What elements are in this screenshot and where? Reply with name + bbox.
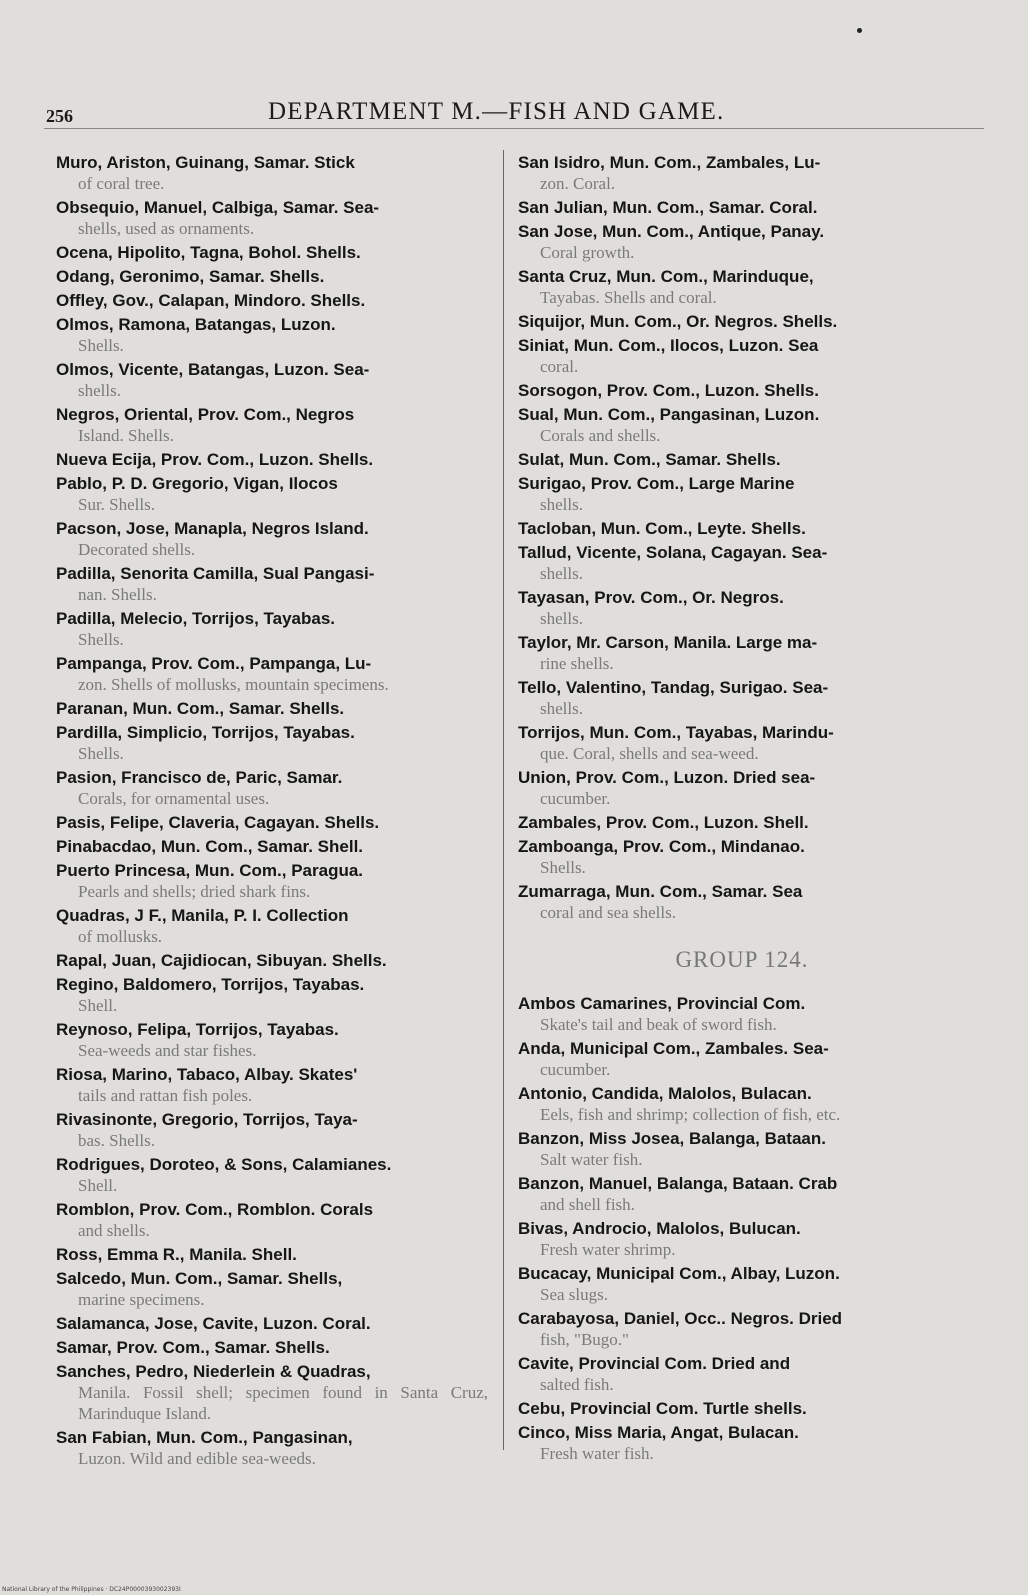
- entry-name: Salcedo, Mun. Com., Samar. Shells,: [56, 1269, 343, 1288]
- entry-description: Corals and shells.: [540, 426, 661, 445]
- scan-footer: National Library of the Philippines · DC24P0000393002393I: [2, 1586, 181, 1593]
- list-entry: [56, 1019, 488, 1061]
- entry-name: Bivas, Androcio, Malolos, Bulucan.: [518, 1219, 801, 1238]
- entry-description: Decorated shells.: [78, 540, 196, 559]
- entry-description: Shells.: [78, 336, 124, 355]
- column-divider: [503, 150, 504, 1450]
- page-title: DEPARTMENT M.—FISH AND GAME.: [268, 98, 725, 125]
- entry-description: cucumber.: [540, 789, 611, 808]
- list-entry: [56, 449, 488, 470]
- entry-name: Surigao, Prov. Com., Large Marine: [518, 474, 795, 493]
- entry-description: fish, "Bugo.": [540, 1330, 629, 1349]
- list-entry: [56, 1337, 488, 1358]
- list-entry: [56, 767, 488, 809]
- list-entry: [518, 1308, 966, 1350]
- entry-description: Manila. Fossil shell; specimen found in Santa Cruz, Marinduque Island.: [78, 1383, 488, 1423]
- list-entry: [56, 1109, 488, 1151]
- entry-name: Sorsogon, Prov. Com., Luzon. Shells.: [518, 381, 819, 400]
- list-entry: [518, 587, 966, 629]
- list-entry: [518, 404, 966, 446]
- entry-description: Fresh water fish.: [540, 1444, 654, 1463]
- page-header: [46, 96, 976, 130]
- entry-description: Shells.: [78, 744, 124, 763]
- list-entry: [56, 812, 488, 833]
- entry-description: rine shells.: [540, 654, 614, 673]
- ink-spot: [857, 28, 862, 33]
- list-entry: [56, 152, 488, 194]
- list-entry: [518, 1263, 966, 1305]
- entry-description: Shells.: [540, 858, 586, 877]
- entry-description: Fresh water shrimp.: [540, 1240, 676, 1259]
- list-entry: [56, 563, 488, 605]
- list-entry: [56, 1244, 488, 1265]
- entry-description: nan. Shells.: [78, 585, 157, 604]
- entry-name: Romblon, Prov. Com., Romblon. Corals: [56, 1200, 374, 1219]
- entry-name: Nueva Ecija, Prov. Com., Luzon. Shells.: [56, 450, 374, 469]
- entry-name: Pinabacdao, Mun. Com., Samar. Shell.: [56, 837, 364, 856]
- entry-description: cucumber.: [540, 1060, 611, 1079]
- list-entry: [518, 335, 966, 377]
- list-entry: [518, 1398, 966, 1419]
- page-number: 256: [46, 106, 73, 126]
- left-column: [56, 152, 488, 1472]
- entry-name: Zambales, Prov. Com., Luzon. Shell.: [518, 813, 809, 832]
- entry-name: Torrijos, Mun. Com., Tayabas, Marindu-: [518, 723, 834, 742]
- list-entry: [518, 221, 966, 263]
- entry-name: San Julian, Mun. Com., Samar. Coral.: [518, 198, 818, 217]
- list-entry: [56, 1361, 488, 1424]
- list-entry: [56, 473, 488, 515]
- list-entry: [518, 1422, 966, 1464]
- list-entry: [56, 1268, 488, 1310]
- entry-name: Padilla, Melecio, Torrijos, Tayabas.: [56, 609, 336, 628]
- entry-description: and shells.: [78, 1221, 150, 1240]
- entry-name: Muro, Ariston, Guinang, Samar. Stick: [56, 153, 355, 172]
- entry-description: and shell fish.: [540, 1195, 635, 1214]
- list-entry: [56, 653, 488, 695]
- list-entry: [56, 860, 488, 902]
- entry-name: Ambos Camarines, Provincial Com.: [518, 994, 806, 1013]
- entry-description: Skate's tail and beak of sword fish.: [540, 1015, 777, 1034]
- list-entry: [56, 698, 488, 719]
- entry-name: Olmos, Ramona, Batangas, Luzon.: [56, 315, 336, 334]
- entry-name: Puerto Princesa, Mun. Com., Paragua.: [56, 861, 364, 880]
- list-entry: [518, 1173, 966, 1215]
- entry-description: Luzon. Wild and edible sea-weeds.: [78, 1449, 316, 1468]
- list-entry: [56, 242, 488, 263]
- entry-name: Odang, Geronimo, Samar. Shells.: [56, 267, 325, 286]
- entry-description: Shell.: [78, 1176, 118, 1195]
- entry-name: Quadras, J F., Manila, P. I. Collection: [56, 906, 349, 925]
- entry-description: coral and sea shells.: [540, 903, 676, 922]
- entry-description: marine specimens.: [78, 1290, 205, 1309]
- entry-name: Cebu, Provincial Com. Turtle shells.: [518, 1399, 807, 1418]
- list-entry: [56, 608, 488, 650]
- entry-description: Island. Shells.: [78, 426, 174, 445]
- entry-name: San Jose, Mun. Com., Antique, Panay.: [518, 222, 825, 241]
- entry-name: Pacson, Jose, Manapla, Negros Island.: [56, 519, 369, 538]
- entry-name: Cavite, Provincial Com. Dried and: [518, 1354, 791, 1373]
- entry-name: Tallud, Vicente, Solana, Cagayan. Sea-: [518, 543, 828, 562]
- list-entry: [518, 677, 966, 719]
- entry-name: Banzon, Miss Josea, Balanga, Bataan.: [518, 1129, 826, 1148]
- list-entry: [518, 1218, 966, 1260]
- entry-name: Taylor, Mr. Carson, Manila. Large ma-: [518, 633, 818, 652]
- entry-description: of mollusks.: [78, 927, 163, 946]
- entry-name: Ross, Emma R., Manila. Shell.: [56, 1245, 297, 1264]
- list-entry: [518, 449, 966, 470]
- entry-description: tails and rattan fish poles.: [78, 1086, 253, 1105]
- list-entry: [518, 380, 966, 401]
- list-entry: [518, 152, 966, 194]
- entry-name: Zamboanga, Prov. Com., Mindanao.: [518, 837, 805, 856]
- list-entry: [56, 290, 488, 311]
- entry-name: Negros, Oriental, Prov. Com., Negros: [56, 405, 355, 424]
- entry-name: Olmos, Vicente, Batangas, Luzon. Sea-: [56, 360, 370, 379]
- entry-name: Reynoso, Felipa, Torrijos, Tayabas.: [56, 1020, 339, 1039]
- list-entry: [56, 197, 488, 239]
- entry-name: Salamanca, Jose, Cavite, Luzon. Coral.: [56, 1314, 371, 1333]
- list-entry: [518, 1353, 966, 1395]
- list-entry: [56, 1064, 488, 1106]
- list-entry: [518, 197, 966, 218]
- entry-name: Pablo, P. D. Gregorio, Vigan, Ilocos: [56, 474, 338, 493]
- list-entry: [518, 1128, 966, 1170]
- group-heading: GROUP 124.: [675, 947, 809, 972]
- entry-description: Sur. Shells.: [78, 495, 155, 514]
- list-entry: [518, 993, 966, 1035]
- entry-name: Tacloban, Mun. Com., Leyte. Shells.: [518, 519, 806, 538]
- list-entry: [518, 266, 966, 308]
- entry-name: Padilla, Senorita Camilla, Sual Pangasi-: [56, 564, 375, 583]
- entry-description: Pearls and shells; dried shark fins.: [78, 882, 311, 901]
- list-entry: [518, 518, 966, 539]
- entry-name: San Isidro, Mun. Com., Zambales, Lu-: [518, 153, 821, 172]
- entry-name: Sual, Mun. Com., Pangasinan, Luzon.: [518, 405, 820, 424]
- entry-description: of coral tree.: [78, 174, 165, 193]
- list-entry: [56, 836, 488, 857]
- entry-name: Paranan, Mun. Com., Samar. Shells.: [56, 699, 345, 718]
- entry-name: Zumarraga, Mun. Com., Samar. Sea: [518, 882, 803, 901]
- right-column: [518, 152, 966, 1467]
- header-rule: [44, 128, 984, 129]
- list-entry: [518, 1083, 966, 1125]
- list-entry: [56, 1313, 488, 1334]
- entry-name: Pasis, Felipe, Claveria, Cagayan. Shells.: [56, 813, 380, 832]
- entry-description: Eels, fish and shrimp; collection of fish, etc.: [540, 1105, 841, 1124]
- entry-description: shells.: [540, 699, 583, 718]
- list-entry: [56, 974, 488, 1016]
- entry-name: Union, Prov. Com., Luzon. Dried sea-: [518, 768, 816, 787]
- entry-description: Shell.: [78, 996, 118, 1015]
- entry-name: Obsequio, Manuel, Calbiga, Samar. Sea-: [56, 198, 380, 217]
- list-entry: [56, 404, 488, 446]
- entry-description: Tayabas. Shells and coral.: [540, 288, 717, 307]
- entry-name: Siniat, Mun. Com., Ilocos, Luzon. Sea: [518, 336, 819, 355]
- list-entry: [518, 1038, 966, 1080]
- entry-name: Antonio, Candida, Malolos, Bulacan.: [518, 1084, 812, 1103]
- entry-description: shells.: [540, 609, 583, 628]
- entry-name: Pasion, Francisco de, Paric, Samar.: [56, 768, 343, 787]
- list-entry: [56, 1154, 488, 1196]
- list-entry: [518, 836, 966, 878]
- list-entry: [518, 473, 966, 515]
- entry-name: Ocena, Hipolito, Tagna, Bohol. Shells.: [56, 243, 361, 262]
- list-entry: [56, 314, 488, 356]
- list-entry: [518, 632, 966, 674]
- entry-description: zon. Coral.: [540, 174, 616, 193]
- list-entry: [518, 542, 966, 584]
- entry-name: Anda, Municipal Com., Zambales. Sea-: [518, 1039, 829, 1058]
- list-entry: [56, 722, 488, 764]
- entry-description: shells.: [540, 495, 583, 514]
- entry-name: San Fabian, Mun. Com., Pangasinan,: [56, 1428, 353, 1447]
- entry-description: bas. Shells.: [78, 1131, 155, 1150]
- entry-description: Sea-weeds and star fishes.: [78, 1041, 257, 1060]
- entry-name: Bucacay, Municipal Com., Albay, Luzon.: [518, 1264, 840, 1283]
- entry-description: que. Coral, shells and sea-weed.: [540, 744, 759, 763]
- entry-name: Tello, Valentino, Tandag, Surigao. Sea-: [518, 678, 829, 697]
- entry-description: zon. Shells of mollusks, mountain specimens.: [78, 675, 389, 694]
- list-entry: [56, 266, 488, 287]
- list-entry: [56, 905, 488, 947]
- entry-name: Offley, Gov., Calapan, Mindoro. Shells.: [56, 291, 366, 310]
- entry-description: Corals, for ornamental uses.: [78, 789, 270, 808]
- entry-description: Shells.: [78, 630, 124, 649]
- entry-name: Pardilla, Simplicio, Torrijos, Tayabas.: [56, 723, 355, 742]
- entry-description: Sea slugs.: [540, 1285, 608, 1304]
- entry-name: Rapal, Juan, Cajidiocan, Sibuyan. Shells.: [56, 951, 387, 970]
- list-entry: [518, 767, 966, 809]
- entry-name: Riosa, Marino, Tabaco, Albay. Skates': [56, 1065, 358, 1084]
- list-entry: [518, 881, 966, 923]
- group-entries: [518, 993, 966, 1464]
- entry-description: shells, used as ornaments.: [78, 219, 255, 238]
- list-entry: [518, 722, 966, 764]
- entry-name: Carabayosa, Daniel, Occ.. Negros. Dried: [518, 1309, 843, 1328]
- entry-name: Santa Cruz, Mun. Com., Marinduque,: [518, 267, 814, 286]
- entry-name: Pampanga, Prov. Com., Pampanga, Lu-: [56, 654, 372, 673]
- entry-name: Samar, Prov. Com., Samar. Shells.: [56, 1338, 330, 1357]
- entry-description: shells.: [78, 381, 121, 400]
- entry-name: Rodrigues, Doroteo, & Sons, Calamianes.: [56, 1155, 392, 1174]
- list-entry: [518, 812, 966, 833]
- entry-name: Sulat, Mun. Com., Samar. Shells.: [518, 450, 781, 469]
- list-entry: [518, 311, 966, 332]
- list-entry: [56, 950, 488, 971]
- entry-description: shells.: [540, 564, 583, 583]
- list-entry: [56, 1427, 488, 1469]
- list-entry: [56, 518, 488, 560]
- entry-name: Sanches, Pedro, Niederlein & Quadras,: [56, 1362, 371, 1381]
- list-entry: [56, 1199, 488, 1241]
- entry-name: Tayasan, Prov. Com., Or. Negros.: [518, 588, 784, 607]
- entry-description: coral.: [540, 357, 579, 376]
- entry-name: Regino, Baldomero, Torrijos, Tayabas.: [56, 975, 365, 994]
- entry-name: Banzon, Manuel, Balanga, Bataan. Crab: [518, 1174, 838, 1193]
- entry-name: Cinco, Miss Maria, Angat, Bulacan.: [518, 1423, 799, 1442]
- entry-description: salted fish.: [540, 1375, 614, 1394]
- entry-description: Salt water fish.: [540, 1150, 643, 1169]
- list-entry: [56, 359, 488, 401]
- right-entries: [518, 152, 966, 923]
- entry-name: Siquijor, Mun. Com., Or. Negros. Shells.: [518, 312, 838, 331]
- entry-name: Rivasinonte, Gregorio, Torrijos, Taya-: [56, 1110, 358, 1129]
- entry-description: Coral growth.: [540, 243, 635, 262]
